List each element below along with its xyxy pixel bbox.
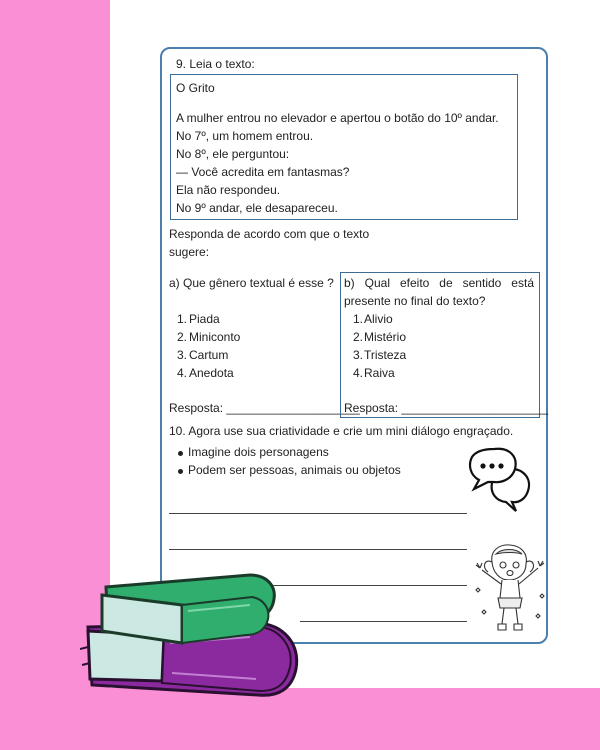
answer-field-a[interactable]: Resposta: ____________________ [169, 401, 360, 415]
option-b-misterio: Mistério [364, 330, 407, 344]
option-number: 1. [177, 312, 188, 326]
books-stack-illustration [80, 565, 305, 705]
option-number: 4. [353, 366, 364, 380]
story-line: No 9º andar, ele desapareceu. [176, 201, 338, 215]
writing-line[interactable] [300, 621, 467, 622]
option-number: 4. [177, 366, 188, 380]
q10-bullet: Podem ser pessoas, animais ou objetos [188, 463, 401, 477]
option-b-tristeza: Tristeza [364, 348, 407, 362]
story-title: O Grito [176, 81, 215, 95]
question-b: b) Qual efeito de sentido está presente no final do texto? [344, 276, 534, 308]
option-a-piada: Piada [189, 312, 220, 326]
story-line: Ela não respondeu. [176, 183, 281, 197]
story-line: A mulher entrou no elevador e apertou o botão do 10º andar. [176, 111, 499, 125]
answer-field-b[interactable]: Resposta: ______________________ [344, 401, 549, 415]
option-a-cartum: Cartum [189, 348, 229, 362]
option-b-alivio: Alivio [364, 312, 393, 326]
option-number: 3. [353, 348, 364, 362]
instruction-line: sugere: [169, 245, 210, 259]
option-number: 2. [353, 330, 364, 344]
option-number: 3. [177, 348, 188, 362]
story-line: No 8º, ele perguntou: [176, 147, 290, 161]
q9-heading: 9. Leia o texto: [176, 57, 255, 71]
speech-bubbles-icon [466, 445, 536, 513]
girl-character-illustration [470, 540, 550, 636]
option-number: 2. [177, 330, 188, 344]
q10-heading: 10. Agora use sua criatividade e crie um mini diálogo engraçado. [169, 424, 514, 438]
option-number: 1. [353, 312, 364, 326]
writing-line[interactable] [169, 549, 467, 550]
instruction-line: Responda de acordo com que o texto [169, 227, 370, 241]
question-a: a) Que gênero textual é esse ? [169, 276, 334, 290]
option-b-raiva: Raiva [364, 366, 395, 380]
option-a-anedota: Anedota [189, 366, 234, 380]
story-line: — Você acredita em fantasmas? [176, 165, 350, 179]
q10-bullet: Imagine dois personagens [188, 445, 329, 459]
story-line: No 7º, um homem entrou. [176, 129, 314, 143]
writing-line[interactable] [169, 513, 467, 514]
option-a-miniconto: Miniconto [189, 330, 241, 344]
bullet-dot [178, 451, 183, 456]
bullet-dot [178, 469, 183, 474]
